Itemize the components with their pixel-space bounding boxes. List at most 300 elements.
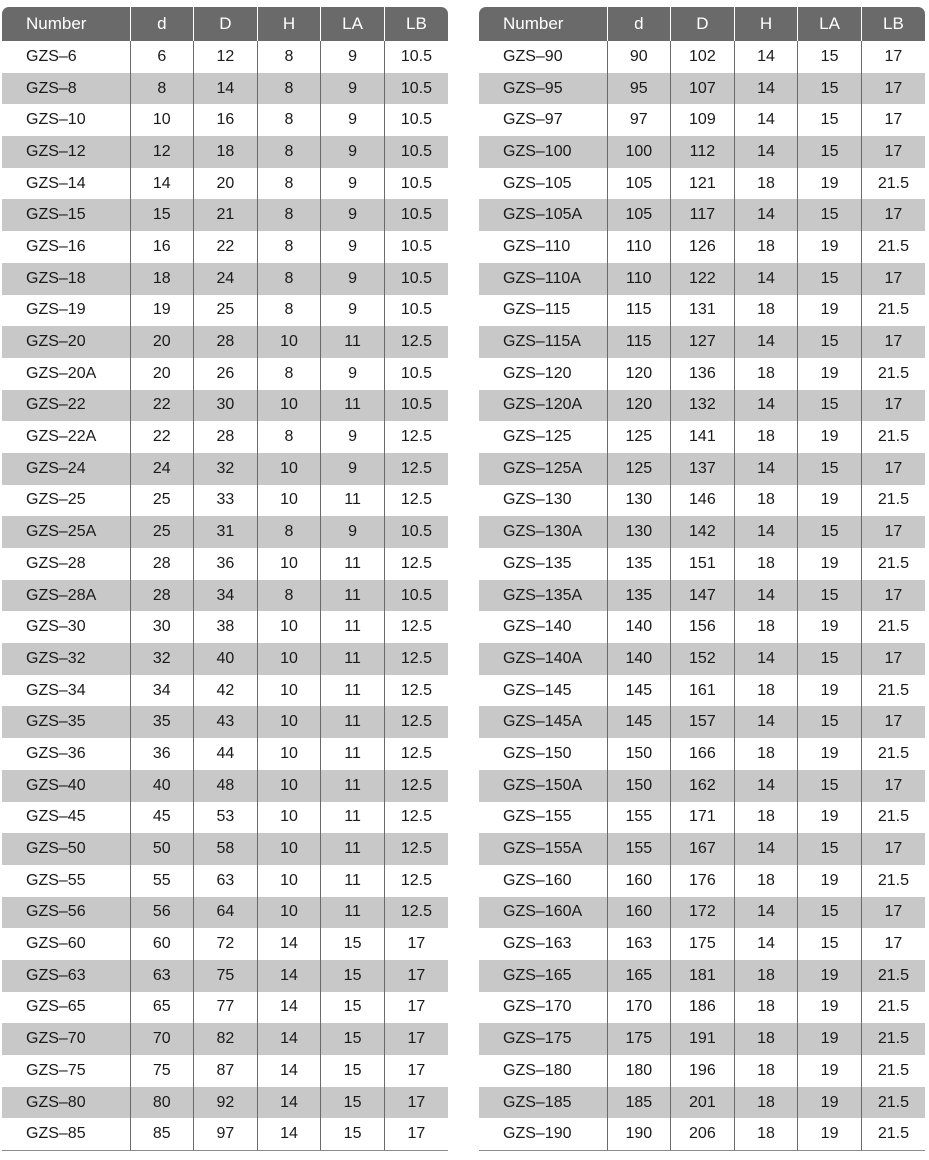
cell-LA: 15 <box>798 104 862 136</box>
table-row <box>2 865 448 897</box>
table-row <box>479 263 925 295</box>
table-row <box>2 1118 448 1150</box>
cell-LB: 12.5 <box>384 611 448 643</box>
table-row <box>479 1118 925 1150</box>
cell-D: 175 <box>671 928 735 960</box>
cell-LA: 19 <box>798 960 862 992</box>
cell-number: GZS–105 <box>503 174 572 192</box>
cell-d: 160 <box>607 865 671 897</box>
cell-D: 132 <box>671 390 735 422</box>
cell-H: 8 <box>257 168 321 200</box>
cell-LB: 21.5 <box>861 1023 925 1055</box>
cell-D: 102 <box>671 41 735 73</box>
cell-H: 14 <box>257 1118 321 1150</box>
cell-H: 14 <box>734 453 798 485</box>
cell-number: GZS–40 <box>2 770 130 802</box>
cell-D: 22 <box>194 231 258 263</box>
cell-number: GZS–28 <box>26 554 86 572</box>
table-row <box>479 802 925 834</box>
cell-D: 38 <box>194 611 258 643</box>
cell-LB: 12.5 <box>384 453 448 485</box>
cell-LB: 17 <box>861 199 925 231</box>
cell-d: 50 <box>130 833 194 865</box>
table-row <box>479 1087 925 1119</box>
cell-LA: 15 <box>798 199 862 231</box>
cell-D: 109 <box>671 104 735 136</box>
table-row <box>2 516 448 548</box>
cell-LA: 11 <box>321 580 385 612</box>
cell-d: 70 <box>130 1023 194 1055</box>
cell-d: 110 <box>607 231 671 263</box>
cell-H: 10 <box>257 548 321 580</box>
cell-D: 131 <box>671 295 735 327</box>
cell-LB: 12.5 <box>384 326 448 358</box>
cell-D: 146 <box>671 485 735 517</box>
cell-number: GZS–120A <box>479 390 607 422</box>
cell-d: 140 <box>607 643 671 675</box>
cell-number: GZS–135 <box>503 554 572 572</box>
table-row <box>2 897 448 929</box>
table-row <box>2 960 448 992</box>
cell-d: 45 <box>130 802 194 834</box>
cell-LA: 15 <box>798 928 862 960</box>
cell-number: GZS–18 <box>2 263 130 295</box>
cell-H: 8 <box>257 136 321 168</box>
cell-D: 206 <box>671 1118 735 1150</box>
cell-number: GZS–35 <box>2 706 130 738</box>
cell-D: 16 <box>194 104 258 136</box>
cell-LB: 10.5 <box>384 104 448 136</box>
table-row <box>479 833 925 865</box>
cell-LA: 11 <box>321 865 385 897</box>
cell-LB: 12.5 <box>384 706 448 738</box>
cell-H: 8 <box>257 421 321 453</box>
cell-LB: 17 <box>384 1055 448 1087</box>
cell-number: GZS–180 <box>503 1061 572 1079</box>
cell-LA: 9 <box>321 295 385 327</box>
cell-D: 141 <box>671 421 735 453</box>
header-LA: LA <box>798 7 862 41</box>
cell-LB: 17 <box>384 928 448 960</box>
cell-D: 162 <box>671 770 735 802</box>
cell-LB: 17 <box>384 1087 448 1119</box>
cell-H: 14 <box>257 928 321 960</box>
table-row <box>2 1023 448 1055</box>
cell-LA: 15 <box>321 960 385 992</box>
cell-H: 10 <box>257 675 321 707</box>
cell-d: 30 <box>130 611 194 643</box>
cell-H: 18 <box>734 675 798 707</box>
cell-H: 14 <box>734 706 798 738</box>
cell-d: 36 <box>130 738 194 770</box>
table-row <box>479 548 925 580</box>
cell-LA: 11 <box>321 485 385 517</box>
cell-H: 14 <box>734 263 798 295</box>
cell-D: 181 <box>671 960 735 992</box>
cell-LB: 12.5 <box>384 643 448 675</box>
table-row <box>2 231 448 263</box>
cell-LA: 19 <box>798 231 862 263</box>
cell-LA: 15 <box>798 136 862 168</box>
cell-D: 87 <box>194 1055 258 1087</box>
table-row <box>479 865 925 897</box>
cell-LB: 21.5 <box>861 865 925 897</box>
cell-H: 14 <box>257 1087 321 1119</box>
table-row <box>479 231 925 263</box>
cell-D: 196 <box>671 1055 735 1087</box>
table-row <box>479 1055 925 1087</box>
header-LB: LB <box>384 7 448 41</box>
cell-d: 155 <box>607 833 671 865</box>
cell-LB: 17 <box>861 41 925 73</box>
cell-LB: 21.5 <box>861 960 925 992</box>
cell-D: 75 <box>194 960 258 992</box>
table-row <box>2 548 448 580</box>
cell-number: GZS–34 <box>26 681 86 699</box>
cell-number: GZS–36 <box>26 744 86 762</box>
header-number: Number <box>479 7 607 41</box>
cell-D: 58 <box>194 833 258 865</box>
cell-d: 97 <box>607 104 671 136</box>
cell-D: 127 <box>671 326 735 358</box>
table-row <box>479 928 925 960</box>
cell-D: 147 <box>671 580 735 612</box>
cell-LA: 19 <box>798 1118 862 1150</box>
cell-number: GZS–8 <box>2 73 130 105</box>
cell-D: 92 <box>194 1087 258 1119</box>
cell-D: 33 <box>194 485 258 517</box>
cell-D: 142 <box>671 516 735 548</box>
cell-d: 18 <box>130 263 194 295</box>
cell-d: 115 <box>607 326 671 358</box>
cell-H: 18 <box>734 802 798 834</box>
cell-H: 8 <box>257 41 321 73</box>
cell-D: 48 <box>194 770 258 802</box>
cell-LA: 19 <box>798 295 862 327</box>
cell-d: 130 <box>607 516 671 548</box>
cell-LB: 17 <box>861 516 925 548</box>
cell-number: GZS–160A <box>479 897 607 929</box>
cell-H: 14 <box>734 833 798 865</box>
cell-d: 180 <box>607 1055 671 1087</box>
cell-d: 125 <box>607 453 671 485</box>
cell-LA: 19 <box>798 421 862 453</box>
cell-LA: 19 <box>798 675 862 707</box>
cell-LB: 10.5 <box>384 73 448 105</box>
cell-LA: 9 <box>321 136 385 168</box>
cell-number: GZS–115A <box>479 326 607 358</box>
cell-LA: 9 <box>321 199 385 231</box>
cell-LB: 21.5 <box>861 738 925 770</box>
cell-LA: 15 <box>798 770 862 802</box>
cell-LA: 19 <box>798 1087 862 1119</box>
header-H: H <box>734 7 798 41</box>
cell-D: 107 <box>671 73 735 105</box>
cell-H: 8 <box>257 516 321 548</box>
cell-D: 24 <box>194 263 258 295</box>
cell-number: GZS–19 <box>26 301 86 319</box>
cell-D: 53 <box>194 802 258 834</box>
cell-d: 22 <box>130 390 194 422</box>
cell-LA: 15 <box>321 1055 385 1087</box>
cell-number: GZS–130 <box>503 491 572 509</box>
cell-H: 10 <box>257 833 321 865</box>
cell-number: GZS–145 <box>503 681 572 699</box>
cell-LB: 21.5 <box>861 421 925 453</box>
cell-LA: 11 <box>321 802 385 834</box>
cell-H: 18 <box>734 168 798 200</box>
table-row <box>479 516 925 548</box>
cell-LA: 19 <box>798 802 862 834</box>
cell-d: 125 <box>607 421 671 453</box>
cell-LB: 21.5 <box>861 1087 925 1119</box>
cell-H: 10 <box>257 738 321 770</box>
spec-table-left <box>2 7 448 1151</box>
cell-LA: 15 <box>798 516 862 548</box>
cell-number: GZS–15 <box>2 199 130 231</box>
cell-D: 161 <box>671 675 735 707</box>
cell-LA: 19 <box>798 865 862 897</box>
cell-LB: 12.5 <box>384 675 448 707</box>
cell-d: 115 <box>607 295 671 327</box>
cell-LA: 15 <box>798 326 862 358</box>
cell-LB: 21.5 <box>861 548 925 580</box>
cell-LA: 15 <box>321 1118 385 1150</box>
cell-number: GZS–65 <box>26 998 86 1016</box>
cell-LA: 19 <box>798 485 862 517</box>
cell-d: 15 <box>130 199 194 231</box>
cell-number: GZS–145A <box>479 706 607 738</box>
cell-number: GZS–6 <box>26 47 77 65</box>
cell-D: 156 <box>671 611 735 643</box>
cell-H: 10 <box>257 865 321 897</box>
cell-LA: 19 <box>798 992 862 1024</box>
cell-LB: 21.5 <box>861 675 925 707</box>
table-row <box>479 326 925 358</box>
cell-H: 14 <box>734 326 798 358</box>
cell-LA: 9 <box>321 358 385 390</box>
cell-LA: 19 <box>798 738 862 770</box>
cell-d: 175 <box>607 1023 671 1055</box>
table-row <box>479 358 925 390</box>
table-row <box>479 41 925 73</box>
cell-d: 14 <box>130 168 194 200</box>
cell-number: GZS–150A <box>479 770 607 802</box>
cell-LA: 9 <box>321 168 385 200</box>
table-row <box>2 580 448 612</box>
cell-LB: 21.5 <box>861 802 925 834</box>
cell-D: 77 <box>194 992 258 1024</box>
cell-d: 8 <box>130 73 194 105</box>
cell-LB: 21.5 <box>861 295 925 327</box>
cell-number: GZS–140 <box>503 618 572 636</box>
cell-LB: 21.5 <box>861 358 925 390</box>
cell-number: GZS–135A <box>479 580 607 612</box>
header-LA: LA <box>321 7 385 41</box>
table-row <box>479 453 925 485</box>
cell-H: 10 <box>257 643 321 675</box>
cell-D: 12 <box>194 41 258 73</box>
cell-LB: 21.5 <box>861 1118 925 1150</box>
cell-number: GZS–55 <box>26 871 86 889</box>
cell-number: GZS–30 <box>26 618 86 636</box>
table-row <box>479 1023 925 1055</box>
cell-LA: 11 <box>321 390 385 422</box>
cell-number: GZS–125A <box>479 453 607 485</box>
cell-LA: 15 <box>798 73 862 105</box>
cell-LA: 15 <box>798 833 862 865</box>
cell-LB: 17 <box>861 897 925 929</box>
header-H: H <box>257 7 321 41</box>
cell-H: 14 <box>257 1055 321 1087</box>
cell-H: 18 <box>734 960 798 992</box>
cell-LA: 19 <box>798 358 862 390</box>
cell-d: 120 <box>607 358 671 390</box>
cell-LA: 9 <box>321 73 385 105</box>
table-row <box>2 992 448 1024</box>
cell-LA: 9 <box>321 104 385 136</box>
cell-D: 171 <box>671 802 735 834</box>
cell-d: 160 <box>607 897 671 929</box>
cell-LA: 19 <box>798 168 862 200</box>
cell-H: 10 <box>257 611 321 643</box>
cell-LB: 12.5 <box>384 865 448 897</box>
cell-LB: 17 <box>861 453 925 485</box>
cell-H: 18 <box>734 1023 798 1055</box>
cell-number: GZS–10 <box>26 111 86 129</box>
cell-d: 145 <box>607 706 671 738</box>
cell-d: 110 <box>607 263 671 295</box>
cell-D: 117 <box>671 199 735 231</box>
cell-number: GZS–16 <box>26 237 86 255</box>
table-row <box>479 199 925 231</box>
cell-LB: 10.5 <box>384 295 448 327</box>
cell-LA: 15 <box>798 263 862 295</box>
cell-LB: 12.5 <box>384 770 448 802</box>
cell-number: GZS–163 <box>503 935 572 953</box>
cell-H: 14 <box>734 136 798 168</box>
cell-LB: 12.5 <box>384 802 448 834</box>
cell-LB: 17 <box>384 1118 448 1150</box>
cell-number: GZS–80 <box>2 1087 130 1119</box>
table-row <box>479 675 925 707</box>
cell-D: 136 <box>671 358 735 390</box>
table-row <box>2 802 448 834</box>
cell-LA: 9 <box>321 231 385 263</box>
cell-LA: 11 <box>321 706 385 738</box>
cell-H: 14 <box>734 516 798 548</box>
cell-number: GZS–24 <box>2 453 130 485</box>
table-row <box>479 421 925 453</box>
cell-LB: 17 <box>861 928 925 960</box>
cell-H: 10 <box>257 802 321 834</box>
table-row <box>2 928 448 960</box>
cell-LA: 15 <box>321 1087 385 1119</box>
cell-number: GZS–32 <box>2 643 130 675</box>
cell-d: 85 <box>130 1118 194 1150</box>
cell-D: 176 <box>671 865 735 897</box>
cell-LB: 17 <box>861 73 925 105</box>
cell-H: 18 <box>734 548 798 580</box>
cell-LB: 10.5 <box>384 136 448 168</box>
cell-D: 25 <box>194 295 258 327</box>
cell-LB: 10.5 <box>384 390 448 422</box>
cell-D: 34 <box>194 580 258 612</box>
cell-H: 14 <box>734 41 798 73</box>
cell-d: 140 <box>607 611 671 643</box>
table-row <box>479 136 925 168</box>
cell-H: 14 <box>734 390 798 422</box>
cell-number: GZS–60 <box>26 935 86 953</box>
cell-d: 19 <box>130 295 194 327</box>
cell-d: 120 <box>607 390 671 422</box>
cell-LA: 15 <box>321 992 385 1024</box>
cell-LA: 9 <box>321 263 385 295</box>
table-row <box>479 73 925 105</box>
table-row <box>2 770 448 802</box>
cell-d: 105 <box>607 168 671 200</box>
cell-H: 10 <box>257 390 321 422</box>
cell-number: GZS–70 <box>2 1023 130 1055</box>
cell-LA: 15 <box>798 41 862 73</box>
table-row <box>479 390 925 422</box>
cell-number: GZS–20A <box>26 364 97 382</box>
cell-number: GZS–110A <box>479 263 607 295</box>
cell-H: 8 <box>257 295 321 327</box>
cell-H: 8 <box>257 263 321 295</box>
cell-H: 8 <box>257 580 321 612</box>
cell-LA: 15 <box>798 580 862 612</box>
cell-LB: 21.5 <box>861 992 925 1024</box>
cell-H: 8 <box>257 104 321 136</box>
cell-H: 18 <box>734 992 798 1024</box>
cell-LB: 21.5 <box>861 611 925 643</box>
cell-H: 14 <box>734 928 798 960</box>
cell-d: 155 <box>607 802 671 834</box>
cell-LA: 11 <box>321 738 385 770</box>
cell-LB: 10.5 <box>384 168 448 200</box>
cell-LB: 17 <box>384 1023 448 1055</box>
header-LB: LB <box>861 7 925 41</box>
cell-LA: 11 <box>321 675 385 707</box>
cell-d: 20 <box>130 326 194 358</box>
table-row <box>2 295 448 327</box>
cell-H: 18 <box>734 421 798 453</box>
table-row <box>479 611 925 643</box>
table-row <box>2 136 448 168</box>
cell-number: GZS–170 <box>503 998 572 1016</box>
cell-d: 12 <box>130 136 194 168</box>
table-row <box>2 675 448 707</box>
cell-D: 36 <box>194 548 258 580</box>
cell-d: 10 <box>130 104 194 136</box>
cell-d: 16 <box>130 231 194 263</box>
table-row <box>479 897 925 929</box>
cell-LA: 11 <box>321 833 385 865</box>
cell-number: GZS–150 <box>503 744 572 762</box>
cell-number: GZS–160 <box>503 871 572 889</box>
table-header <box>2 7 448 41</box>
cell-D: 151 <box>671 548 735 580</box>
cell-LB: 17 <box>384 992 448 1024</box>
cell-number: GZS–120 <box>503 364 572 382</box>
cell-D: 31 <box>194 516 258 548</box>
cell-LB: 12.5 <box>384 897 448 929</box>
cell-number: GZS–50 <box>2 833 130 865</box>
table-row <box>479 485 925 517</box>
table-row <box>479 295 925 327</box>
table-row <box>2 1087 448 1119</box>
